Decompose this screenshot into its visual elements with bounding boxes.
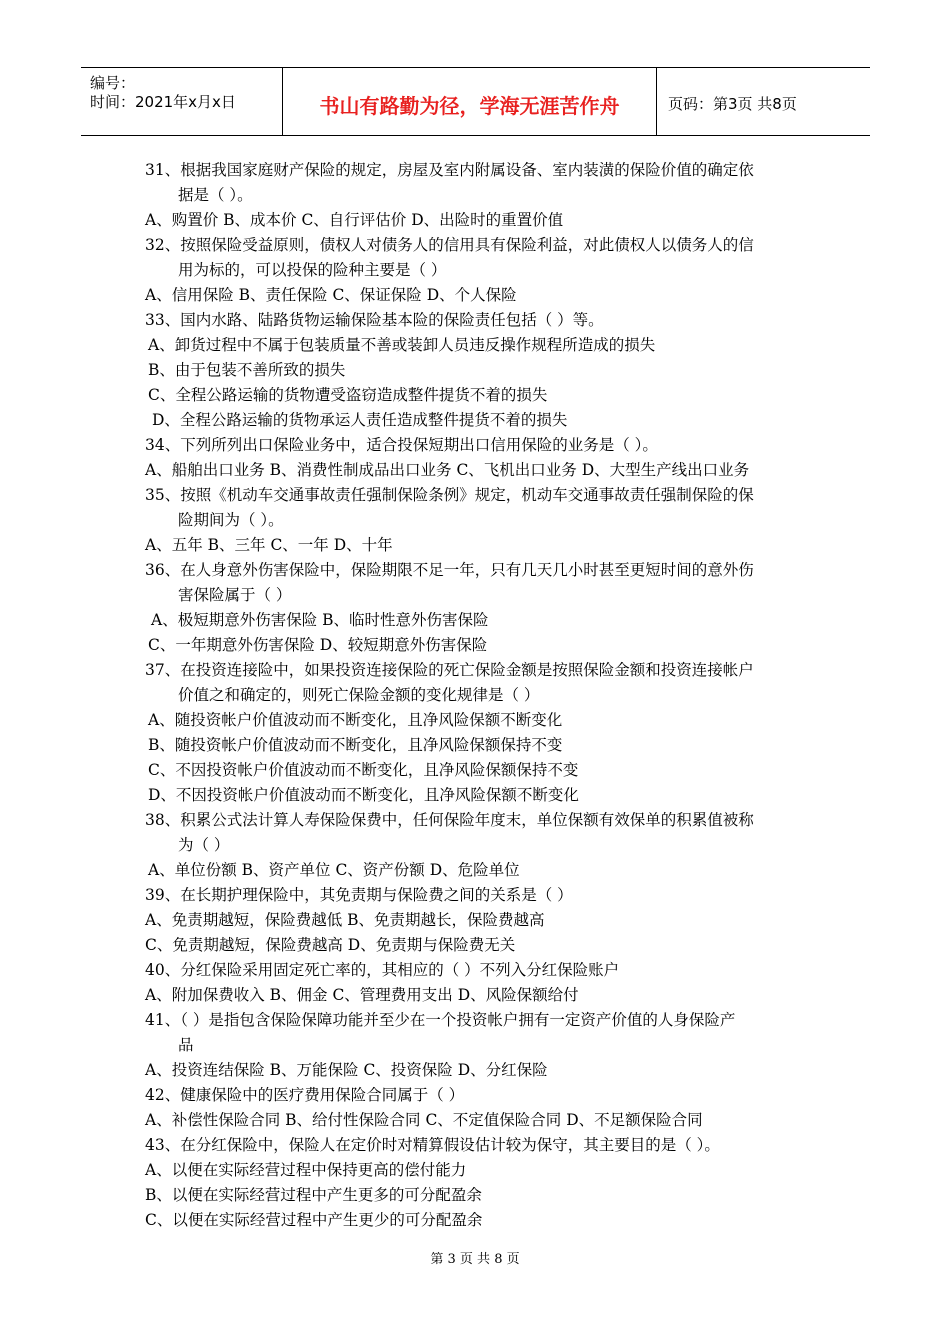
text-line: 32、按照保险受益原则，债权人对债务人的信用具有保险利益，对此债权人以债务人的信 <box>145 236 754 254</box>
text-line: A、随投资帐户价值波动而不断变化，且净风险保额不断变化 <box>148 711 563 729</box>
text-line: 37、在投资连接险中，如果投资连接保险的死亡保险金额是按照保险金额和投资连接帐户 <box>145 661 754 679</box>
text-line: 31、根据我国家庭财产保险的规定，房屋及室内附属设备、室内装潢的保险价值的确定依 <box>145 161 754 179</box>
number-label: 编号： <box>90 74 136 92</box>
text-line: 34、下列所列出口保险业务中，适合投保短期出口信用保险的业务是（ ）。 <box>145 436 658 454</box>
page-header <box>81 67 870 136</box>
text-line: 39、在长期护理保险中，其免责期与保险费之间的关系是（ ） <box>145 886 573 904</box>
text-line: A、免责期越短，保险费越低 B、免责期越长，保险费越高 <box>145 911 545 929</box>
text-line: A、卸货过程中不属于包装质量不善或装卸人员违反操作规程所造成的损失 <box>148 336 656 354</box>
text-line: A、极短期意外伤害保险 B、临时性意外伤害保险 <box>151 611 489 629</box>
text-line: 41、（ ）是指包含保险保障功能并至少在一个投资帐户拥有一定资产价值的人身保险产 <box>145 1011 736 1029</box>
text-line: 据是（ ）。 <box>178 186 253 204</box>
text-line: 38、积累公式法计算人寿保险保费中，任何保险年度末，单位保额有效保单的积累值被称 <box>145 811 754 829</box>
text-line: C、不因投资帐户价值波动而不断变化，且净风险保额保持不变 <box>148 761 579 779</box>
text-line: 42、健康保险中的医疗费用保险合同属于（ ） <box>145 1086 465 1104</box>
page-label: 页码：第3页 共8页 <box>668 95 797 113</box>
text-line: A、五年 B、三年 C、一年 D、十年 <box>145 536 393 554</box>
text-line: D、全程公路运输的货物承运人责任造成整件提货不着的损失 <box>152 411 568 429</box>
header-info-cell <box>81 68 283 135</box>
text-line: C、全程公路运输的货物遭受盗窃造成整件提货不着的损失 <box>148 386 548 404</box>
text-line: A、船舶出口业务 B、消费性制成品出口业务 C、飞机出口业务 D、大型生产线出口业务 <box>145 461 750 479</box>
text-line: 35、按照《机动车交通事故责任强制保险条例》规定，机动车交通事故责任强制保险的保 <box>145 486 754 504</box>
text-line: A、附加保费收入 B、佣金 C、管理费用支出 D、风险保额给付 <box>145 986 579 1004</box>
text-line: D、不因投资帐户价值波动而不断变化，且净风险保额不断变化 <box>148 786 579 804</box>
text-line: B、随投资帐户价值波动而不断变化，且净风险保额保持不变 <box>148 736 563 754</box>
text-line: A、以便在实际经营过程中保持更高的偿付能力 <box>145 1161 467 1179</box>
motto-text: 书山有路勤为径，学海无涯苦作舟 <box>319 94 620 118</box>
text-line: 33、国内水路、陆路货物运输保险基本险的保险责任包括（ ）等。 <box>145 311 604 329</box>
text-line: 40、分红保险采用固定死亡率的，其相应的（ ）不列入分红保险账户 <box>145 961 620 979</box>
text-line: 36、在人身意外伤害保险中，保险期限不足一年，只有几天几小时甚至更短时间的意外伤 <box>145 561 754 579</box>
page-footer: 第 3 页 共 8 页 <box>430 1252 520 1267</box>
text-line: A、补偿性保险合同 B、给付性保险合同 C、不定值保险合同 D、不足额保险合同 <box>145 1111 703 1129</box>
text-line: 品 <box>178 1036 194 1054</box>
text-line: 价值之和确定的，则死亡保险金额的变化规律是（ ） <box>178 686 540 704</box>
text-line: 为（ ） <box>178 836 230 854</box>
text-line: C、以便在实际经营过程中产生更少的可分配盈余 <box>145 1211 483 1229</box>
header-page-cell <box>657 68 870 135</box>
text-line: C、一年期意外伤害保险 D、较短期意外伤害保险 <box>148 636 488 654</box>
text-line: A、购置价 B、成本价 C、自行评估价 D、出险时的重置价值 <box>145 211 564 229</box>
text-line: 用为标的，可以投保的险种主要是（ ） <box>178 261 447 279</box>
text-line: C、免责期越短，保险费越高 D、免责期与保险费无关 <box>145 936 516 954</box>
text-line: A、投资连结保险 B、万能保险 C、投资保险 D、分红保险 <box>145 1061 548 1079</box>
text-line: 害保险属于（ ） <box>178 586 292 604</box>
text-line: A、单位份额 B、资产单位 C、资产份额 D、危险单位 <box>148 861 520 879</box>
time-label: 时间：2021年x月x日 <box>90 93 236 111</box>
text-line: B、以便在实际经营过程中产生更多的可分配盈余 <box>145 1186 482 1204</box>
header-motto-cell <box>283 68 657 135</box>
text-line: B、由于包装不善所致的损失 <box>148 361 346 379</box>
text-line: 险期间为（ ）。 <box>178 511 284 529</box>
text-line: A、信用保险 B、责任保险 C、保证保险 D、个人保险 <box>145 286 517 304</box>
text-line: 43、在分红保险中，保险人在定价时对精算假设估计较为保守，其主要目的是（ ）。 <box>145 1136 720 1154</box>
